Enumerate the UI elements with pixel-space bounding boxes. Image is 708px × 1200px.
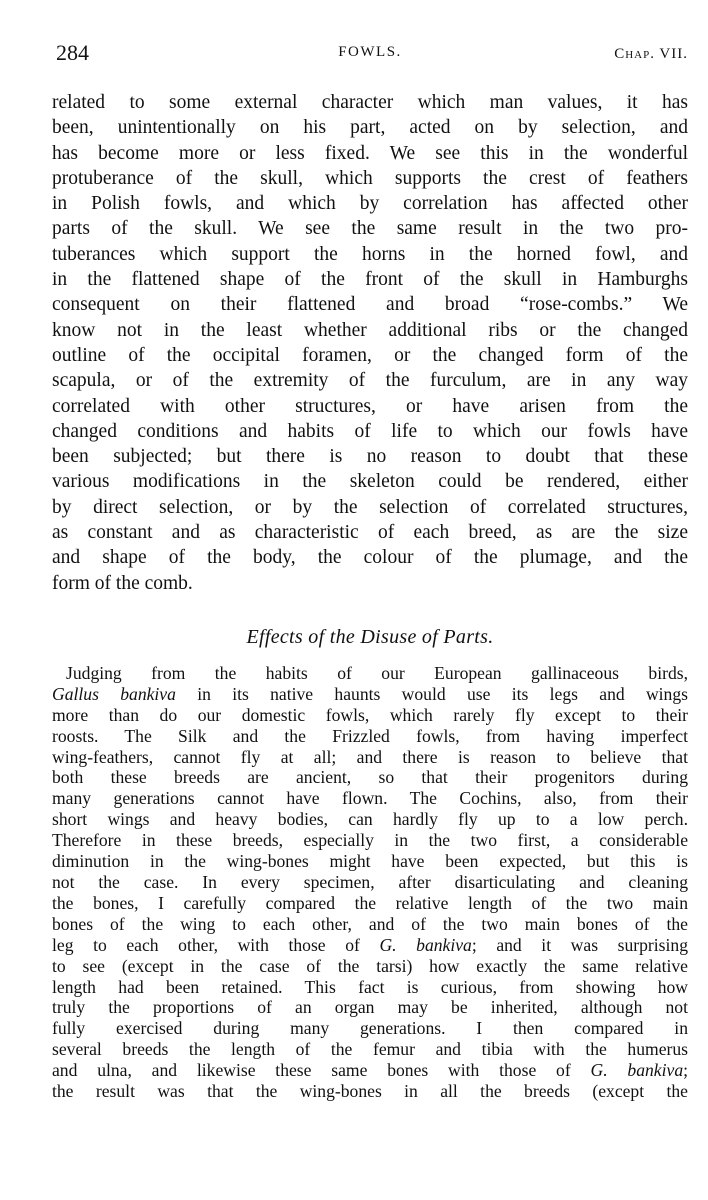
text-line (52, 1060, 688, 1081)
text-line: form of the comb. (52, 572, 193, 594)
text-line: many generations cannot have flown. The Cochins, also, from their (52, 788, 688, 809)
text-line: outline of the occipital foramen, or the changed form of the (52, 344, 688, 366)
text-line: the bones, I carefully compared the relative length of the two main (52, 892, 688, 913)
text-fragment: and ulna, and likewise these same bones with those of (52, 1060, 591, 1081)
text-line: consequent on their flattened and broad “rose-combs.” We (52, 294, 688, 316)
text-line: Judging from the habits of our European gallinaceous birds, (66, 662, 688, 683)
text-line: length had been retained. This fact is curious, from showing how (52, 976, 688, 997)
text-line: changed conditions and habits of life to which our fowls have (52, 420, 688, 442)
text-line: the result was that the wing-bones in all the breeds (except the (52, 1081, 688, 1102)
text-line: several breeds the length of the femur and tibia with the humerus (52, 1039, 688, 1060)
text-line: various modifications in the skeleton could be rendered, either (52, 471, 688, 493)
species-name: G. bankiva (379, 934, 472, 955)
species-name: Gallus bankiva (52, 683, 176, 704)
text-line: to see (except in the case of the tarsi) how exactly the same relative (52, 955, 688, 976)
text-line: truly the proportions of an organ may be inherited, although not (52, 997, 688, 1018)
running-title: FOWLS. (338, 44, 402, 60)
text-line: Therefore in these breeds, especially in the two first, a considerable (52, 830, 688, 851)
text-line: scapula, or of the extremity of the furculum, are in any way (52, 370, 688, 392)
text-line: by direct selection, or by the selection of correlated structures, (52, 496, 688, 518)
text-line: roosts. The Silk and the Frizzled fowls, from having imperfect (52, 725, 688, 746)
text-line: and shape of the body, the colour of the plumage, and the (52, 547, 688, 569)
text-line: correlated with other structures, or have arisen from the (52, 395, 688, 417)
text-line: not the case. In every specimen, after disarticulating and cleaning (52, 872, 688, 892)
text-line (52, 935, 688, 956)
text-line: in Polish fowls, and which by correlation has affected other (52, 193, 688, 215)
page-number: 284 (56, 40, 89, 65)
text-line: bones of the wing to each other, and of the two main bones of the (52, 913, 688, 934)
chapter-label: Chap. VII. (614, 46, 688, 62)
text-line: protuberance of the skull, which supports the crest of feathers (52, 167, 688, 189)
paragraph-disuse (52, 663, 688, 1102)
section-heading: Effects of the Disuse of Parts. (246, 625, 494, 648)
paragraph-correlation (52, 90, 688, 596)
text-fragment: leg to each other, with those of (52, 934, 380, 955)
text-fragment: in its native haunts would use its legs and wings (175, 683, 688, 704)
text-line: been subjected; but there is no reason to doubt that these (52, 446, 688, 468)
text-line: know not in the least whether additional ribs or the changed (52, 319, 688, 341)
text-line: as constant and as characteristic of each breed, as are the size (52, 522, 688, 544)
text-line: tuberances which support the horns in the horned fowl, and (52, 243, 688, 265)
text-fragment: ; and it was surprising (471, 934, 689, 955)
text-fragment: ; (683, 1060, 689, 1081)
text-line: been, unintentionally on his part, acted on by selection, and (52, 117, 688, 139)
text-line: related to some external character which man values, it has (52, 92, 688, 113)
text-line: in the flattened shape of the front of the skull in Hamburghs (52, 269, 688, 291)
text-line: parts of the skull. We see the same result in the two pro- (52, 218, 688, 240)
species-name: G. bankiva (590, 1060, 684, 1081)
text-line: has become more or less fixed. We see this in the wonderful (52, 142, 688, 164)
text-line: wing-feathers, cannot fly at all; and there is reason to believe that (52, 746, 688, 767)
text-line: fully exercised during many generations. I then compared in (52, 1018, 688, 1039)
text-line: both these breeds are ancient, so that their progenitors during (52, 767, 688, 788)
text-line (52, 684, 688, 705)
text-line: short wings and heavy bodies, can hardly fly up to a low perch. (52, 809, 688, 830)
running-head (52, 40, 688, 78)
text-line: more than do our domestic fowls, which rarely fly except to their (52, 704, 688, 725)
text-line: diminution in the wing-bones might have been expected, but this is (52, 851, 688, 872)
